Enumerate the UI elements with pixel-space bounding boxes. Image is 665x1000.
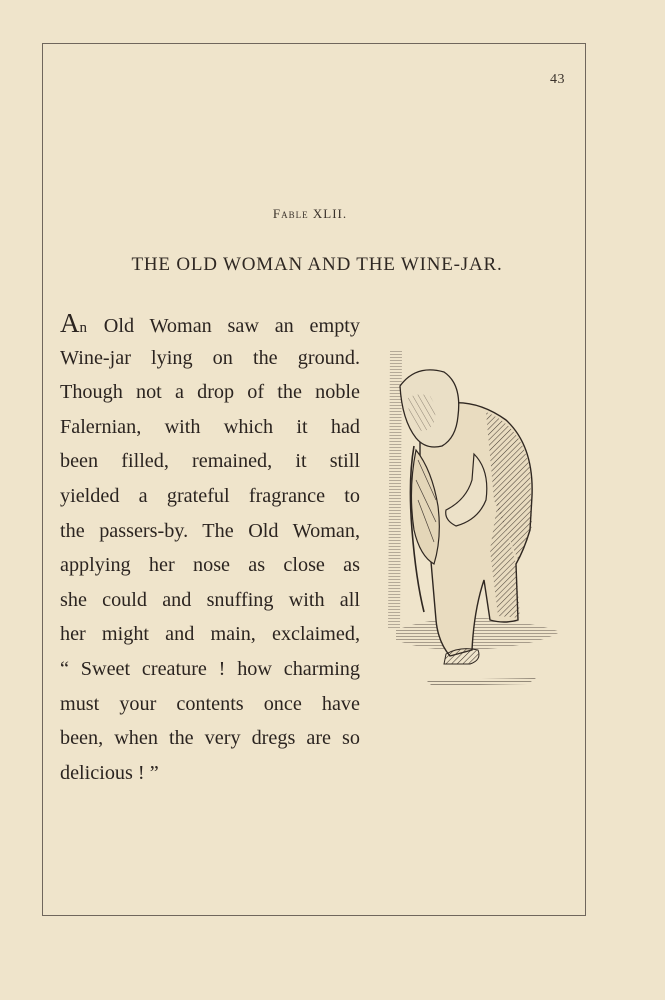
text-line (60, 306, 360, 341)
text-line: her might and main, exclaimed, (60, 623, 360, 646)
text-line: been, when the very dregs are so (60, 727, 360, 750)
old-woman-figure (400, 370, 532, 664)
text-line: “ Sweet creature ! how charming (60, 657, 360, 680)
text-line: Though not a drop of the noble (60, 381, 360, 404)
fable-number: Fable XLII. (272, 206, 348, 221)
fable-text (60, 306, 360, 790)
text-line: must your contents once have (60, 692, 360, 715)
text-line: Wine-jar lying on the ground. (60, 346, 360, 369)
drop-cap: A (60, 308, 80, 338)
text-line: the passers-by. The Old Woman, (60, 519, 360, 542)
page-number: 43 (550, 72, 565, 87)
text-line: Falernian, with which it had (60, 415, 360, 438)
text-line: been filled, remained, it still (60, 450, 360, 473)
text-line: yielded a grateful fragrance to (60, 484, 360, 507)
old-woman-wine-jar-engraving (386, 350, 562, 690)
drop-cap-rest: n (79, 320, 88, 336)
text-line: delicious ! ” (60, 761, 159, 784)
text-line-content: Old Woman saw an empty (103, 315, 360, 337)
fable-title: THE OLD WOMAN AND THE WINE-JAR. (131, 254, 503, 275)
text-line: she could and snuffing with all (60, 588, 360, 611)
text-line: applying her nose as close as (60, 554, 360, 577)
